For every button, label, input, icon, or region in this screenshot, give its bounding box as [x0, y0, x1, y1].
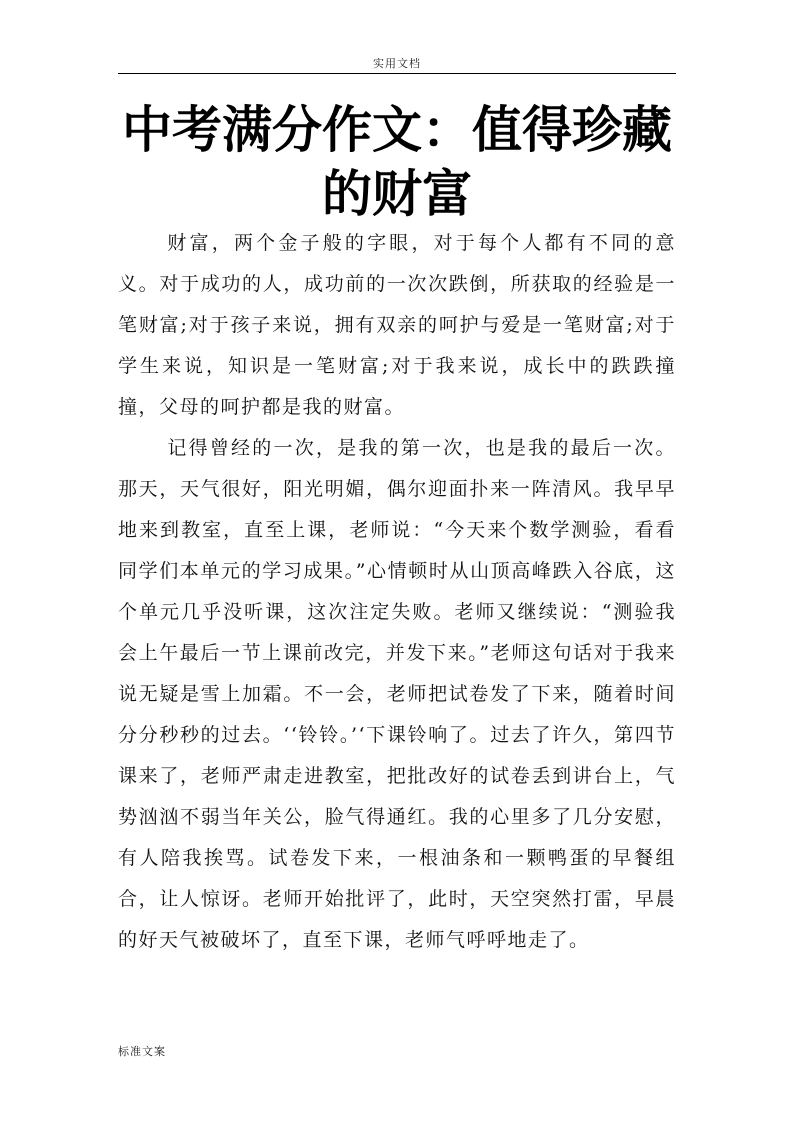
- paragraph: 财富，两个金子般的字眼，对于每个人都有不同的意义。对于成功的人，成功前的一次次跌倒，所获取的经验是一笔财富;对于孩子来说，拥有双亲的呵护与爱是一笔财富;对于学生来说，知识是一笔财富;对于我来说，成长中的跌跌撞撞，父母的呵护都是我的财富。: [118, 232, 676, 418]
- paragraph: 记得曾经的一次，是我的第一次，也是我的最后一次。那天，天气很好，阳光明媚，偶尔迎面扑来一阵清风。我早早地来到教室，直至上课，老师说：“今天来个数学测验，看看同学们本单元的学习成果。”心情顿时从山顶高峰跌入谷底，这个单元几乎没听课，这次注定失败。老师又继续说：“测验我会上午最后一节上课前改完，并发下来。”老师这句话对于我来说无疑是雪上加霜。不一会，老师把试卷发了下来，随着时间分分秒秒的过去。‘‘铃铃。’‘下课铃响了。过去了许久，第四节课来了，老师严肃走进教室，把批改好的试卷丢到讲台上，气势汹汹不弱当年关公，脸气得通红。我的心里多了几分安慰，有人陪我挨骂。试卷发下来，一根油条和一颗鸭蛋的早餐组合，让人惊讶。老师开始批评了，此时，天空突然打雷，早晨的好天气被破坏了，直至下课，老师气呼呼地走了。: [118, 437, 676, 951]
- page-header: 实用文档: [373, 57, 421, 70]
- document-body: [118, 223, 676, 961]
- page-footer: 标准文案: [118, 1045, 166, 1058]
- document-title: 中考满分作文：值得珍藏的财富: [122, 101, 672, 223]
- header-divider: [118, 73, 676, 74]
